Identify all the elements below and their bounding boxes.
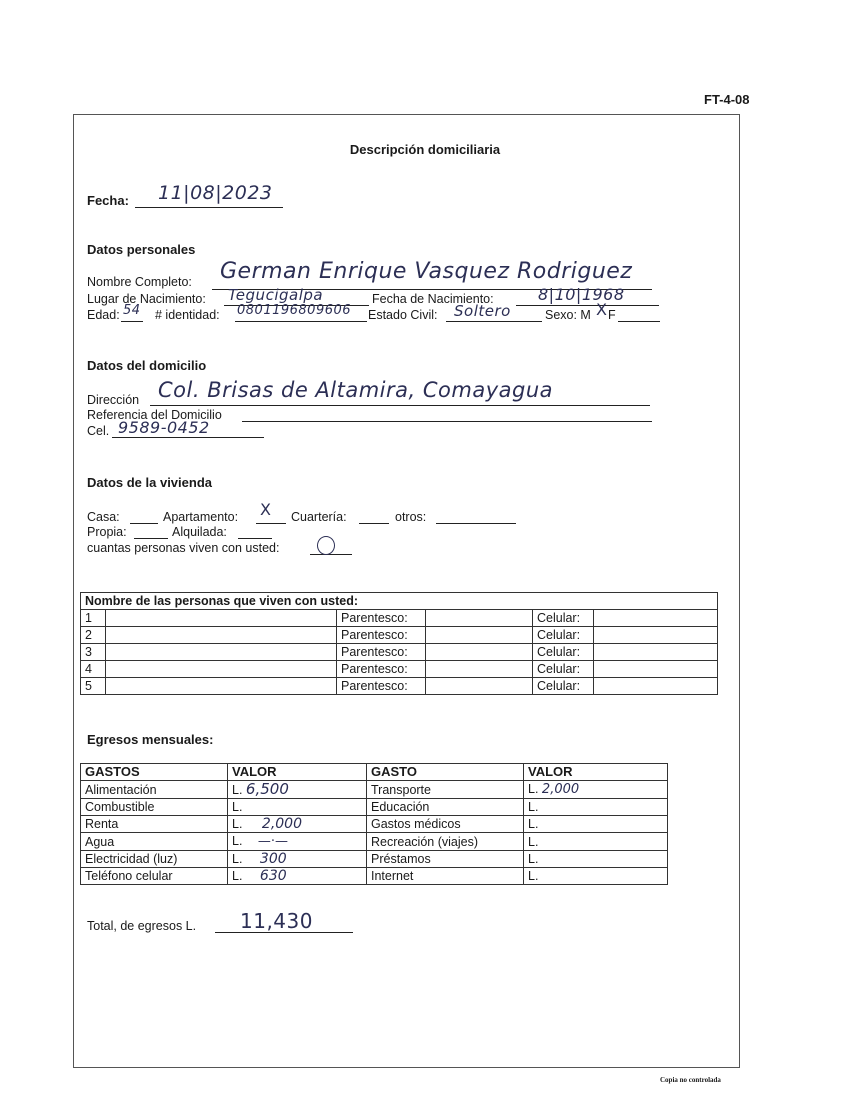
- expense-value[interactable]: L.: [524, 816, 668, 833]
- table-row: [81, 610, 718, 627]
- fecha-line: [135, 207, 283, 208]
- birthplace-label: Lugar de Nacimiento:: [87, 292, 206, 306]
- vivienda-heading: Datos de la vivienda: [87, 475, 212, 490]
- propia-label: Propia:: [87, 525, 127, 539]
- age-line: [121, 321, 143, 322]
- resident-name-cell[interactable]: [106, 678, 337, 695]
- total-label: Total, de egresos L.: [87, 919, 197, 933]
- table-row: [81, 799, 668, 816]
- expense-value[interactable]: L.: [524, 799, 668, 816]
- parentesco-label: Parentesco:: [337, 627, 426, 644]
- celular-label: Celular:: [533, 644, 594, 661]
- birthdate-value[interactable]: 8|10|1968: [538, 285, 625, 304]
- parentesco-label: Parentesco:: [337, 678, 426, 695]
- expense-value[interactable]: L. 2,000: [228, 816, 367, 833]
- age-label: Edad:: [87, 308, 120, 322]
- row-number: 5: [81, 678, 106, 695]
- address-label: Dirección: [87, 393, 140, 407]
- form-code: FT-4-08: [704, 92, 750, 107]
- sex-line: [618, 321, 660, 322]
- celular-cell[interactable]: [594, 627, 718, 644]
- propia-line: [134, 538, 168, 539]
- row-number: 3: [81, 644, 106, 661]
- celular-cell[interactable]: [594, 661, 718, 678]
- cuarteria-line: [359, 523, 389, 524]
- row-number: 4: [81, 661, 106, 678]
- expense-name: Combustible: [81, 799, 228, 816]
- expense-value[interactable]: L.: [228, 799, 367, 816]
- parentesco-label: Parentesco:: [337, 644, 426, 661]
- birthplace-value[interactable]: Tegucigalpa: [228, 286, 324, 304]
- row-number: 1: [81, 610, 106, 627]
- expense-value[interactable]: L.: [524, 851, 668, 868]
- sex-label: Sexo: M: [545, 308, 591, 322]
- form-title: Descripción domiciliaria: [349, 142, 501, 157]
- total-value[interactable]: 11,430: [240, 909, 313, 933]
- expense-name: Gastos médicos: [367, 816, 524, 833]
- expense-value[interactable]: L. 630: [228, 868, 367, 885]
- casa-line: [130, 523, 158, 524]
- expense-value[interactable]: L. —·—: [228, 833, 367, 851]
- cuarteria-label: Cuartería:: [291, 510, 347, 524]
- address-value[interactable]: Col. Brisas de Altamira, Comayagua: [158, 378, 554, 402]
- personas-zero[interactable]: [317, 536, 335, 555]
- expense-name: Transporte: [367, 781, 524, 799]
- table-row: [81, 833, 668, 851]
- expense-name: Electricidad (luz): [81, 851, 228, 868]
- reference-label: Referencia del Domicilio: [87, 408, 222, 422]
- phone-label: Cel.: [87, 424, 110, 438]
- expense-name: Educación: [367, 799, 524, 816]
- table-row: [81, 627, 718, 644]
- table-row: [81, 851, 668, 868]
- name-label: Nombre Completo:: [87, 275, 192, 289]
- row-number: 2: [81, 627, 106, 644]
- sex-f-label: F: [608, 308, 616, 322]
- celular-cell[interactable]: [594, 678, 718, 695]
- parentesco-cell[interactable]: [426, 661, 533, 678]
- reference-line: [242, 421, 652, 422]
- expense-name: Alimentación: [81, 781, 228, 799]
- celular-label: Celular:: [533, 661, 594, 678]
- sex-mark[interactable]: X: [596, 300, 608, 319]
- egresos-table: [80, 763, 668, 885]
- celular-cell[interactable]: [594, 610, 718, 627]
- fecha-value[interactable]: 11|08|2023: [158, 182, 273, 204]
- id-line: [235, 321, 367, 322]
- id-label: # identidad:: [155, 308, 220, 322]
- name-value[interactable]: German Enrique Vasquez Rodriguez: [220, 259, 633, 284]
- expense-name: Teléfono celular: [81, 868, 228, 885]
- address-line: [150, 405, 650, 406]
- id-value[interactable]: 0801196809606: [237, 303, 352, 318]
- col-valor: VALOR: [228, 764, 367, 781]
- phone-line: [112, 437, 264, 438]
- expense-value[interactable]: L. 300: [228, 851, 367, 868]
- expense-value[interactable]: L. 6,500: [228, 781, 367, 799]
- domicilio-heading: Datos del domicilio: [87, 358, 207, 373]
- personal-heading: Datos personales: [87, 242, 196, 257]
- expense-name: Recreación (viajes): [367, 833, 524, 851]
- celular-label: Celular:: [533, 627, 594, 644]
- resident-name-cell[interactable]: [106, 644, 337, 661]
- expense-value[interactable]: L.: [524, 868, 668, 885]
- parentesco-label: Parentesco:: [337, 661, 426, 678]
- egresos-heading: Egresos mensuales:: [87, 732, 214, 747]
- apartamento-label: Apartamento:: [163, 510, 239, 524]
- expense-name: Agua: [81, 833, 228, 851]
- parentesco-label: Parentesco:: [337, 610, 426, 627]
- alquilada-label: Alquilada:: [172, 525, 227, 539]
- alquilada-line: [238, 538, 272, 539]
- table-row: [81, 781, 668, 799]
- expense-name: Renta: [81, 816, 228, 833]
- table-row: [81, 644, 718, 661]
- table-row: [81, 661, 718, 678]
- civil-value[interactable]: Soltero: [454, 302, 511, 320]
- civil-line: [446, 321, 542, 322]
- otros-label: otros:: [395, 510, 427, 524]
- col-gasto: GASTO: [367, 764, 524, 781]
- resident-name-cell[interactable]: [106, 627, 337, 644]
- celular-label: Celular:: [533, 610, 594, 627]
- residents-table: [80, 592, 718, 695]
- expense-name: Préstamos: [367, 851, 524, 868]
- casa-label: Casa:: [87, 510, 120, 524]
- parentesco-cell[interactable]: [426, 610, 533, 627]
- parentesco-cell[interactable]: [426, 678, 533, 695]
- celular-label: Celular:: [533, 678, 594, 695]
- col-gastos: GASTOS: [81, 764, 228, 781]
- birthdate-label: Fecha de Nacimiento:: [372, 292, 494, 306]
- table-row: [81, 816, 668, 833]
- celular-cell[interactable]: [594, 644, 718, 661]
- fecha-label: Fecha:: [87, 193, 129, 208]
- table-row: [81, 678, 718, 695]
- birthdate-line: [516, 305, 659, 306]
- expense-value[interactable]: L.: [524, 833, 668, 851]
- expense-name: Internet: [367, 868, 524, 885]
- col-valor-2: VALOR: [524, 764, 668, 781]
- personas-label: cuantas personas viven con usted:: [87, 541, 280, 555]
- resident-name-cell[interactable]: [106, 661, 337, 678]
- expense-value[interactable]: L. 2,000: [524, 781, 668, 799]
- parentesco-cell[interactable]: [426, 627, 533, 644]
- age-value[interactable]: 54: [123, 303, 141, 318]
- apartamento-line: [256, 523, 286, 524]
- phone-value[interactable]: 9589-0452: [118, 418, 210, 437]
- table-row: [81, 868, 668, 885]
- parentesco-cell[interactable]: [426, 644, 533, 661]
- residents-heading: Nombre de las personas que viven con usted:: [81, 593, 718, 610]
- civil-label: Estado Civil:: [368, 308, 438, 322]
- personas-line: [310, 554, 352, 555]
- footer-note: Copia no controlada: [660, 1076, 721, 1084]
- apartamento-mark[interactable]: X: [260, 500, 272, 519]
- otros-line: [436, 523, 516, 524]
- resident-name-cell[interactable]: [106, 610, 337, 627]
